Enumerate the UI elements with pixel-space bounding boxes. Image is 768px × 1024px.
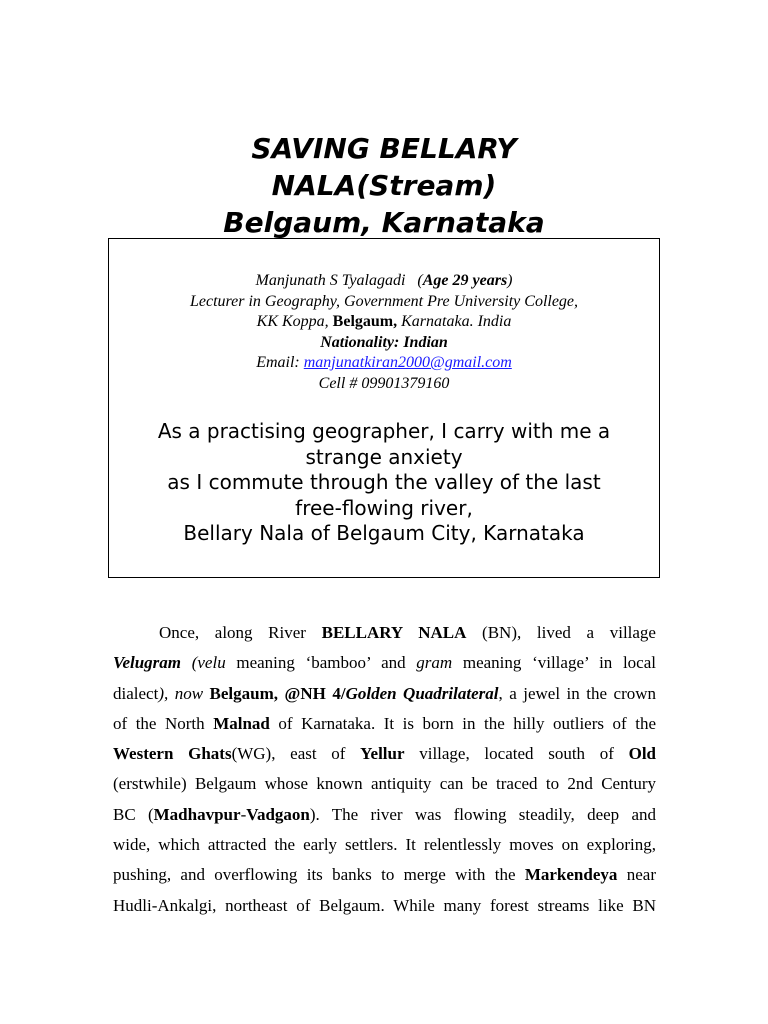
text-run: pushing, and overflowing its banks to merge with the	[113, 865, 525, 885]
western-ghats: Western Ghats	[113, 744, 232, 764]
text-run: Hudli-Ankalgi, northeast of Belgaum. While many forest streams like BN	[113, 895, 656, 915]
text-run: of Karnataka. It is born in the hilly outliers of the	[269, 713, 656, 733]
body-line	[113, 648, 656, 678]
body-line	[113, 830, 656, 860]
village-yellur: Yellur	[360, 744, 405, 764]
author-age: Age 29 years	[422, 272, 508, 289]
text-run: BC (	[113, 804, 154, 824]
author-name-line	[109, 271, 659, 292]
title-line-3: Belgaum, Karnataka	[223, 206, 545, 239]
body-line	[113, 860, 656, 890]
body-line	[113, 709, 656, 739]
address-country: Karnataka. India	[397, 313, 512, 330]
author-box	[108, 238, 660, 578]
author-position: Lecturer in Geography, Government Pre University College,	[189, 292, 579, 310]
quote-line-2: strange anxiety	[305, 444, 463, 469]
text-run: (BN), lived a village	[466, 623, 656, 642]
highway: , @NH 4/	[273, 683, 346, 703]
term-gram: gram	[416, 653, 453, 673]
text-run: ), now	[158, 683, 210, 703]
author-nationality	[109, 333, 659, 354]
river-markendeya: Markendeya	[524, 865, 618, 885]
title-line-2: NALA(Stream)	[271, 169, 497, 202]
text-run: -	[240, 804, 247, 824]
text-run: Once, along River	[159, 623, 322, 642]
quote-line-3: as I commute through the valley of the last	[167, 470, 601, 494]
author-cell: Cell # 09901379160	[318, 374, 450, 392]
text-run: dialect	[113, 683, 159, 703]
region-name: Malnad	[213, 713, 270, 733]
address-part: KK Koppa,	[256, 313, 333, 330]
village-name: Velugram	[113, 653, 182, 673]
title-line-1: SAVING BELLARY	[251, 132, 517, 165]
quote-block	[109, 419, 659, 547]
body-line	[113, 739, 656, 769]
place-madhavpur: Madhavpur	[153, 804, 241, 824]
text-run: wide, which attracted the early settlers. It relentlessly moves on exploring,	[113, 835, 656, 855]
old-label: Old	[628, 744, 656, 764]
text-run: (WG), east of	[231, 744, 361, 764]
author-info	[109, 271, 659, 394]
text-run: (erstwhile) Belgaum whose known antiquity can be traced to 2nd Century	[113, 774, 656, 794]
quote-line-4: free-flowing river,	[295, 495, 473, 520]
body-line	[113, 800, 656, 830]
address-city: Belgaum,	[332, 313, 398, 330]
quote-line-1: As a practising geographer, I carry with me a	[157, 419, 611, 443]
text-run: meaning ‘village’ in local	[452, 653, 656, 673]
quote-line-5: Bellary Nala of Belgaum City, Karnataka	[183, 521, 585, 545]
author-name: Manjunath S Tyalagadi	[255, 272, 406, 289]
body-line	[113, 769, 656, 799]
city-name: Belgaum	[209, 683, 274, 703]
age-open: (	[417, 272, 423, 289]
email-link[interactable]: manjunatkiran2000@gmail.com	[303, 354, 512, 371]
place-vadgaon: Vadgaon	[246, 804, 310, 824]
text-run: (	[181, 653, 198, 673]
document-title	[0, 130, 768, 241]
age-close: )	[507, 272, 513, 289]
text-run: , a jewel in the crown	[498, 683, 657, 703]
text-run: meaning ‘bamboo’ and	[225, 653, 417, 673]
body-paragraph	[113, 618, 656, 921]
author-address	[109, 312, 659, 333]
body-line	[113, 891, 656, 921]
term-velu: velu	[197, 653, 226, 673]
text-run: village, located south of	[404, 744, 629, 764]
text-run: ). The river was flowing steadily, deep and	[309, 804, 657, 824]
body-line	[113, 679, 656, 709]
body-line	[113, 618, 656, 648]
golden-quadrilateral: Golden Quadrilateral	[345, 683, 499, 703]
text-run: of the North	[113, 713, 214, 733]
author-email-line	[109, 353, 659, 374]
nationality-text: Nationality: Indian	[320, 333, 448, 351]
river-name: BELLARY NALA	[321, 623, 467, 642]
text-run: near	[617, 865, 656, 885]
email-label: Email:	[256, 354, 304, 371]
